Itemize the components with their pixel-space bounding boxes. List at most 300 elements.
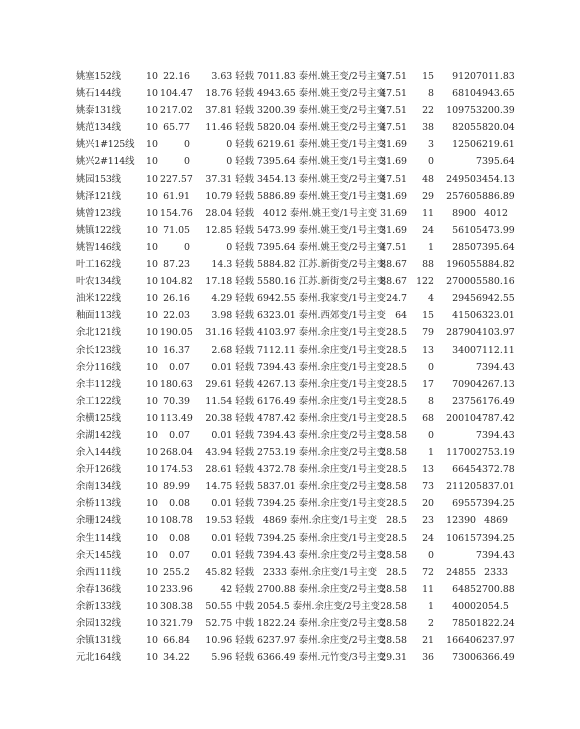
capacity-cell: 88.67 xyxy=(380,259,407,271)
capacity-cell: 28.5 xyxy=(386,566,407,578)
count-cell: 8 xyxy=(428,395,434,407)
line-name-cell: 姚泰131线 xyxy=(76,105,121,117)
voltage-cell: 10 xyxy=(146,447,158,459)
line-name-cell: 姚塞152线 xyxy=(76,71,121,82)
count-cell: 13 xyxy=(422,464,434,476)
capacity-cell: 28.58 xyxy=(380,447,407,459)
voltage-cell: 10 xyxy=(146,498,158,510)
substation-cell: 3454.13 泰州.姚王变/2号主变 xyxy=(257,173,386,185)
remaining-cell: 4787.42 xyxy=(476,412,515,424)
table-row xyxy=(0,359,580,376)
substation-cell: 5884.82 江苏.新街变/2号主变 xyxy=(257,259,386,271)
voltage-cell: 10 xyxy=(146,156,158,168)
capacity-kva-cell: 2850 xyxy=(452,241,476,253)
load-rate-cell: 2.68 轻载 xyxy=(211,344,254,356)
current-cell: 174.53 xyxy=(160,464,193,476)
remaining-cell: 3200.39 xyxy=(476,105,515,117)
capacity-kva-cell: 6955 xyxy=(452,498,476,510)
table-row xyxy=(0,119,580,136)
table-row xyxy=(0,461,580,478)
capacity-kva-cell: 6645 xyxy=(452,464,476,476)
capacity-cell: 24.7 xyxy=(386,293,407,305)
table-row xyxy=(0,222,580,239)
count-cell: 68 xyxy=(422,412,434,424)
remaining-cell: 7112.11 xyxy=(476,344,515,356)
capacity-kva-cell: 24950 xyxy=(446,173,476,185)
load-rate-cell: 11.46 轻载 xyxy=(205,122,254,134)
line-name-cell: 姚兴2#114线 xyxy=(76,156,135,168)
current-cell: 71.05 xyxy=(163,224,190,236)
capacity-cell: 47.51 xyxy=(380,122,407,134)
line-name-cell: 余南134线 xyxy=(76,481,121,493)
voltage-cell: 10 xyxy=(146,566,158,578)
count-cell: 1 xyxy=(428,600,434,612)
voltage-cell: 10 xyxy=(146,464,158,476)
load-rate-cell: 50.55 中载 xyxy=(205,600,254,612)
load-rate-cell: 19.53 轻载 xyxy=(205,515,254,527)
table-row xyxy=(0,444,580,461)
substation-cell: 4943.65 泰州.姚王变/2号主变 xyxy=(257,88,386,100)
count-cell: 11 xyxy=(422,207,434,219)
load-rate-cell: 0 轻载 xyxy=(226,241,254,253)
voltage-cell: 10 xyxy=(146,361,158,373)
current-cell: 87.23 xyxy=(163,259,190,271)
current-cell: 0 xyxy=(184,241,190,253)
line-name-cell: 姚石144线 xyxy=(76,88,121,100)
load-rate-cell: 0.01 轻载 xyxy=(211,361,254,373)
voltage-cell: 10 xyxy=(146,88,158,100)
current-cell: 108.78 xyxy=(160,515,193,527)
remaining-cell: 2054.5 xyxy=(476,600,509,612)
load-rate-cell: 0.01 轻载 xyxy=(211,429,254,441)
remaining-cell: 5886.89 xyxy=(476,190,515,202)
substation-cell: 7394.43 泰州.余庄变/1号主变 xyxy=(257,361,386,373)
substation-cell: 7394.25 泰州.余庄变/1号主变 xyxy=(257,532,386,544)
voltage-cell: 10 xyxy=(146,224,158,236)
capacity-cell: 28.58 xyxy=(380,549,407,561)
table-row xyxy=(0,188,580,205)
substation-cell: 5886.89 泰州.姚王变/1号主变 xyxy=(257,190,386,202)
load-rate-cell: 42 轻载 xyxy=(220,583,254,595)
substation-cell: 4372.78 泰州.余庄变/1号主变 xyxy=(257,464,386,476)
capacity-kva-cell: 27000 xyxy=(446,276,476,288)
table-row xyxy=(0,393,580,410)
remaining-cell: 4372.78 xyxy=(476,464,515,476)
line-name-cell: 余丰112线 xyxy=(76,378,121,390)
count-cell: 15 xyxy=(422,71,434,82)
count-cell: 17 xyxy=(422,378,434,390)
line-name-cell: 余天145线 xyxy=(76,549,121,561)
capacity-kva-cell: 2375 xyxy=(452,395,476,407)
load-rate-cell: 4.29 轻载 xyxy=(211,293,254,305)
substation-cell: 2753.19 泰州.余庄变/2号主变 xyxy=(257,447,386,459)
capacity-cell: 28.5 xyxy=(386,361,407,373)
load-rate-cell: 20.38 轻载 xyxy=(205,412,254,424)
load-rate-cell: 10.79 轻载 xyxy=(205,190,254,202)
remaining-cell: 4267.13 xyxy=(476,378,515,390)
current-cell: 154.76 xyxy=(160,207,193,219)
voltage-cell: 10 xyxy=(146,618,158,629)
capacity-kva-cell: 1250 xyxy=(452,139,476,151)
current-cell: 104.47 xyxy=(160,88,193,100)
current-cell: 233.96 xyxy=(160,583,193,595)
remaining-cell: 5580.16 xyxy=(476,276,515,288)
voltage-cell: 10 xyxy=(146,71,158,82)
remaining-cell: 1822.24 xyxy=(476,618,515,629)
capacity-cell: 28.58 xyxy=(380,481,407,493)
remaining-cell: 5473.99 xyxy=(476,224,515,236)
table-row xyxy=(0,547,580,564)
substation-cell: 6219.61 泰州.姚王变/1号主变 xyxy=(257,139,386,151)
remaining-cell: 7394.25 xyxy=(476,532,515,544)
line-name-cell: 余西111线 xyxy=(76,566,121,578)
remaining-cell: 2333 xyxy=(484,566,508,578)
count-cell: 122 xyxy=(416,276,434,288)
count-cell: 72 xyxy=(422,566,434,578)
table-row xyxy=(0,324,580,341)
remaining-cell: 7394.43 xyxy=(476,429,515,441)
capacity-kva-cell: 9120 xyxy=(452,71,476,82)
substation-cell: 7395.64 泰州.姚王变/2号主变 xyxy=(257,241,386,253)
substation-cell: 7112.11 泰州.余庄变/1号主变 xyxy=(257,344,386,356)
line-name-cell: 余春136线 xyxy=(76,583,121,595)
voltage-cell: 10 xyxy=(146,583,158,595)
load-rate-cell: 0.01 轻载 xyxy=(211,498,254,510)
voltage-cell: 10 xyxy=(146,635,158,647)
count-cell: 0 xyxy=(428,549,434,561)
count-cell: 88 xyxy=(422,259,434,271)
capacity-cell: 28.5 xyxy=(386,464,407,476)
capacity-kva-cell: 21120 xyxy=(446,481,476,493)
voltage-cell: 10 xyxy=(146,481,158,493)
table-row xyxy=(0,427,580,444)
load-rate-cell: 45.82 轻载 xyxy=(205,566,254,578)
substation-cell: 5473.99 泰州.姚王变/1号主变 xyxy=(257,224,386,236)
capacity-cell: 31.69 xyxy=(380,156,407,168)
capacity-kva-cell: 7850 xyxy=(452,618,476,629)
capacity-cell: 28.58 xyxy=(380,635,407,647)
count-cell: 0 xyxy=(428,361,434,373)
capacity-cell: 31.69 xyxy=(380,207,407,219)
remaining-cell: 4943.65 xyxy=(476,88,515,100)
substation-cell: 4787.42 泰州.余庄变/1号主变 xyxy=(257,412,386,424)
substation-cell: 3200.39 泰州.姚王变/2号主变 xyxy=(257,105,386,117)
load-rate-cell: 52.75 中载 xyxy=(205,618,254,629)
current-cell: 0 xyxy=(184,139,190,151)
load-rate-cell: 0.01 轻载 xyxy=(211,532,254,544)
table-row xyxy=(0,632,580,649)
current-cell: 268.04 xyxy=(160,447,193,459)
current-cell: 227.57 xyxy=(160,173,193,185)
capacity-cell: 28.5 xyxy=(386,515,407,527)
remaining-cell: 6942.55 xyxy=(476,293,515,305)
voltage-cell: 10 xyxy=(146,241,158,253)
line-name-cell: 余开126线 xyxy=(76,464,121,476)
line-name-cell: 姚兴1#125线 xyxy=(76,139,135,151)
count-cell: 21 xyxy=(422,635,434,647)
table-row xyxy=(0,342,580,359)
capacity-cell: 31.69 xyxy=(380,190,407,202)
count-cell: 38 xyxy=(422,122,434,134)
remaining-cell: 4103.97 xyxy=(476,327,515,339)
count-cell: 15 xyxy=(422,310,434,322)
load-rate-cell: 3.63 轻载 xyxy=(211,71,254,82)
capacity-kva-cell: 25760 xyxy=(446,190,476,202)
capacity-kva-cell: 10975 xyxy=(446,105,476,117)
substation-cell: 2700.88 泰州.余庄变/2号主变 xyxy=(257,583,386,595)
substation-cell: 1822.24 泰州.余庄变/2号主变 xyxy=(257,618,386,629)
capacity-kva-cell: 24855 xyxy=(446,566,476,578)
table-row xyxy=(0,68,580,85)
remaining-cell: 7395.64 xyxy=(476,156,515,168)
substation-cell: 7395.64 泰州.姚王变/1号主变 xyxy=(257,156,386,168)
voltage-cell: 10 xyxy=(146,276,158,288)
table-row xyxy=(0,205,580,222)
table-row xyxy=(0,136,580,153)
count-cell: 13 xyxy=(422,344,434,356)
capacity-cell: 28.5 xyxy=(386,327,407,339)
capacity-kva-cell: 11700 xyxy=(446,447,476,459)
voltage-cell: 10 xyxy=(146,412,158,424)
count-cell: 79 xyxy=(422,327,434,339)
voltage-cell: 10 xyxy=(146,600,158,612)
capacity-cell: 29.31 xyxy=(380,652,407,664)
count-cell: 48 xyxy=(422,173,434,185)
load-rate-cell: 11.54 轻载 xyxy=(205,395,254,407)
line-name-cell: 余入144线 xyxy=(76,447,121,459)
substation-cell: 6323.01 泰州.西郊变/1号主变 xyxy=(257,310,386,322)
current-cell: 308.38 xyxy=(160,600,193,612)
substation-cell: 6942.55 泰州.我家变/1号主变 xyxy=(257,293,386,305)
table-row xyxy=(0,564,580,581)
substation-cell: 7394.43 泰州.余庄变/2号主变 xyxy=(257,429,386,441)
capacity-kva-cell: 6810 xyxy=(452,88,476,100)
load-rate-cell: 14.3 轻载 xyxy=(211,259,254,271)
capacity-kva-cell: 19605 xyxy=(446,259,476,271)
substation-cell: 4012 泰州.姚王变/1号主变 xyxy=(263,207,377,219)
voltage-cell: 10 xyxy=(146,259,158,271)
table-row xyxy=(0,615,580,632)
load-rate-cell: 17.18 轻载 xyxy=(205,276,254,288)
line-name-cell: 余珊124线 xyxy=(76,515,121,527)
substation-cell: 7394.25 泰州.余庄变/1号主变 xyxy=(257,498,386,510)
voltage-cell: 10 xyxy=(146,515,158,527)
voltage-cell: 10 xyxy=(146,293,158,305)
table-body xyxy=(0,68,580,666)
voltage-cell: 10 xyxy=(146,173,158,185)
table-row xyxy=(0,85,580,102)
capacity-kva-cell: 10615 xyxy=(446,532,476,544)
table-row xyxy=(0,273,580,290)
count-cell: 23 xyxy=(422,515,434,527)
voltage-cell: 10 xyxy=(146,207,158,219)
load-rate-cell: 28.61 轻载 xyxy=(205,464,254,476)
capacity-kva-cell: 3400 xyxy=(452,344,476,356)
capacity-kva-cell: 4000 xyxy=(452,600,476,612)
capacity-kva-cell: 4150 xyxy=(452,310,476,322)
current-cell: 0.08 xyxy=(169,498,190,510)
capacity-cell: 28.58 xyxy=(380,600,407,612)
capacity-cell: 47.51 xyxy=(380,105,407,117)
capacity-cell: 28.58 xyxy=(380,618,407,629)
table-row xyxy=(0,478,580,495)
capacity-kva-cell: 8205 xyxy=(452,122,476,134)
line-name-cell: 姚范134线 xyxy=(76,122,121,134)
remaining-cell: 2700.88 xyxy=(476,583,515,595)
substation-cell: 6237.97 泰州.余庄变/2号主变 xyxy=(257,635,386,647)
capacity-cell: 28.5 xyxy=(386,395,407,407)
current-cell: 321.79 xyxy=(160,618,193,629)
capacity-cell: 28.5 xyxy=(386,498,407,510)
voltage-cell: 10 xyxy=(146,395,158,407)
current-cell: 0.08 xyxy=(169,532,190,544)
table-row xyxy=(0,102,580,119)
table-row xyxy=(0,153,580,170)
substation-cell: 6366.49 泰州.元竹变/3号主变 xyxy=(257,652,386,664)
line-name-cell: 余新133线 xyxy=(76,600,121,612)
count-cell: 36 xyxy=(422,652,434,664)
load-rate-cell: 18.76 轻载 xyxy=(205,88,254,100)
count-cell: 29 xyxy=(422,190,434,202)
count-cell: 8 xyxy=(428,88,434,100)
load-rate-cell: 5.96 轻载 xyxy=(211,652,254,664)
count-cell: 3 xyxy=(428,139,434,151)
table-row xyxy=(0,649,580,666)
capacity-cell: 47.51 xyxy=(380,88,407,100)
count-cell: 0 xyxy=(428,429,434,441)
capacity-cell: 28.5 xyxy=(386,532,407,544)
load-rate-cell: 14.75 轻载 xyxy=(205,481,254,493)
count-cell: 22 xyxy=(422,105,434,117)
substation-cell: 4869 泰州.余庄变/1号主变 xyxy=(263,515,377,527)
load-rate-cell: 0.01 轻载 xyxy=(211,549,254,561)
voltage-cell: 10 xyxy=(146,532,158,544)
table-row xyxy=(0,598,580,615)
remaining-cell: 4869 xyxy=(484,515,508,527)
remaining-cell: 6237.97 xyxy=(476,635,515,647)
current-cell: 0 xyxy=(184,156,190,168)
voltage-cell: 10 xyxy=(146,378,158,390)
voltage-cell: 10 xyxy=(146,105,158,117)
load-rate-cell: 29.61 轻载 xyxy=(205,378,254,390)
remaining-cell: 5884.82 xyxy=(476,259,515,271)
remaining-cell: 7394.43 xyxy=(476,549,515,561)
line-name-cell: 叶工162线 xyxy=(76,259,121,271)
capacity-cell: 28.5 xyxy=(386,344,407,356)
voltage-cell: 10 xyxy=(146,327,158,339)
load-rate-cell: 37.81 轻载 xyxy=(205,105,254,117)
current-cell: 26.16 xyxy=(163,293,190,305)
current-cell: 22.16 xyxy=(163,71,190,82)
line-name-cell: 余北121线 xyxy=(76,327,121,339)
substation-cell: 4267.13 泰州.余庄变/1号主变 xyxy=(257,378,386,390)
current-cell: 34.22 xyxy=(163,652,190,664)
substation-cell: 7011.83 泰州.姚王变/2号主变 xyxy=(257,71,386,82)
line-name-cell: 余生114线 xyxy=(76,532,121,544)
capacity-kva-cell: 20010 xyxy=(446,412,476,424)
load-rate-cell: 12.85 轻载 xyxy=(205,224,254,236)
table-row xyxy=(0,171,580,188)
load-rate-cell: 3.98 轻载 xyxy=(211,310,254,322)
current-cell: 113.49 xyxy=(160,412,193,424)
line-name-cell: 叶农134线 xyxy=(76,276,121,288)
current-cell: 66.84 xyxy=(163,635,190,647)
substation-cell: 4103.97 泰州.余庄变/1号主变 xyxy=(257,327,386,339)
line-name-cell: 姚泽121线 xyxy=(76,190,121,202)
remaining-cell: 4012 xyxy=(484,207,508,219)
remaining-cell: 6323.01 xyxy=(476,310,515,322)
table-row xyxy=(0,256,580,273)
line-name-cell: 余工122线 xyxy=(76,395,121,407)
remaining-cell: 5820.04 xyxy=(476,122,515,134)
capacity-cell: 31.69 xyxy=(380,224,407,236)
substation-cell: 2333 泰州.余庄变/1号主变 xyxy=(263,566,377,578)
line-name-cell: 姚镇122线 xyxy=(76,224,121,236)
load-rate-cell: 0 轻载 xyxy=(226,156,254,168)
line-name-cell: 余长123线 xyxy=(76,344,121,356)
load-rate-cell: 31.16 轻载 xyxy=(205,327,254,339)
table-row xyxy=(0,290,580,307)
capacity-cell: 47.51 xyxy=(380,241,407,253)
line-name-cell: 余湖142线 xyxy=(76,429,121,441)
current-cell: 61.91 xyxy=(163,190,190,202)
line-name-cell: 元北164线 xyxy=(76,652,121,664)
current-cell: 70.39 xyxy=(163,395,190,407)
count-cell: 24 xyxy=(422,224,434,236)
capacity-cell: 28.58 xyxy=(380,583,407,595)
table-row xyxy=(0,581,580,598)
current-cell: 190.05 xyxy=(160,327,193,339)
current-cell: 16.37 xyxy=(163,344,190,356)
substation-cell: 6176.49 泰州.余庄变/1号主变 xyxy=(257,395,386,407)
count-cell: 11 xyxy=(422,583,434,595)
current-cell: 0.07 xyxy=(169,429,190,441)
table-row xyxy=(0,512,580,529)
remaining-cell: 6176.49 xyxy=(476,395,515,407)
load-rate-cell: 43.94 轻载 xyxy=(205,447,254,459)
line-name-cell: 油米122线 xyxy=(76,293,121,305)
capacity-cell: 28.58 xyxy=(380,429,407,441)
capacity-kva-cell: 8900 xyxy=(452,207,476,219)
capacity-cell: 64 xyxy=(395,310,407,322)
remaining-cell: 7394.43 xyxy=(476,361,515,373)
count-cell: 24 xyxy=(422,532,434,544)
substation-cell: 5820.04 泰州.姚王变/2号主变 xyxy=(257,122,386,134)
line-name-cell: 余镇131线 xyxy=(76,635,121,647)
substation-cell: 2054.5 泰州.余庄变/2号主变 xyxy=(257,600,380,612)
load-rate-cell: 28.04 轻载 xyxy=(205,207,254,219)
current-cell: 22.03 xyxy=(163,310,190,322)
count-cell: 1 xyxy=(428,241,434,253)
current-cell: 89.99 xyxy=(163,481,190,493)
capacity-kva-cell: 12390 xyxy=(446,515,476,527)
table-row xyxy=(0,239,580,256)
remaining-cell: 7011.83 xyxy=(476,71,515,82)
remaining-cell: 6366.49 xyxy=(476,652,515,664)
voltage-cell: 10 xyxy=(146,122,158,134)
current-cell: 255.2 xyxy=(163,566,190,578)
capacity-kva-cell: 2945 xyxy=(452,293,476,305)
voltage-cell: 10 xyxy=(146,310,158,322)
current-cell: 180.63 xyxy=(160,378,193,390)
table-row xyxy=(0,530,580,547)
line-name-cell: 余分116线 xyxy=(76,361,121,373)
current-cell: 0.07 xyxy=(169,361,190,373)
substation-cell: 5837.01 泰州.余庄变/2号主变 xyxy=(257,481,386,493)
capacity-kva-cell: 28790 xyxy=(446,327,476,339)
line-name-cell: 余横125线 xyxy=(76,412,121,424)
voltage-cell: 10 xyxy=(146,139,158,151)
